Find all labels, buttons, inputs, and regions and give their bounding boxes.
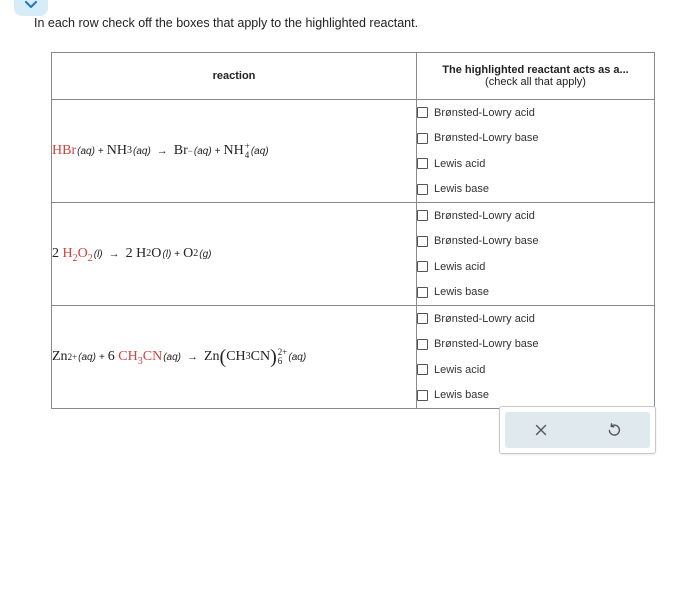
checkbox[interactable] [417, 339, 428, 350]
options-cell [417, 100, 655, 203]
reaction-cell [52, 203, 417, 306]
checkbox[interactable] [417, 236, 428, 247]
option-lewis-acid[interactable]: Lewis acid [417, 357, 654, 383]
option-lewis-base[interactable]: Lewis base [417, 383, 654, 409]
option-bronsted-base[interactable]: Brønsted-Lowry base [417, 126, 654, 152]
highlighted-reactant: $CH_3CN$ [118, 349, 163, 367]
reaction-arrow: → [156, 145, 168, 157]
checkbox[interactable] [417, 158, 428, 169]
reaction-cell [52, 306, 417, 409]
option-lewis-base[interactable]: Lewis base [417, 177, 654, 203]
table-row [52, 100, 655, 203]
checkbox[interactable] [417, 287, 428, 298]
table-header-row [52, 53, 655, 100]
collapse-button[interactable] [14, 0, 48, 16]
header-check [417, 53, 655, 100]
chevron-down-icon [24, 0, 38, 10]
reaction-equation-3: Zn 2+ (aq) + 6 $CH_3CN$ (aq) → Zn ( CH 3 CN ) 2+ 6 (aq) [52, 346, 307, 368]
reaction-arrow: → [108, 248, 120, 260]
header-check-subtitle: (check all that apply) [485, 76, 586, 88]
checkbox[interactable] [417, 184, 428, 195]
reaction-table [51, 52, 655, 409]
undo-button[interactable] [578, 412, 651, 448]
checkbox[interactable] [417, 261, 428, 272]
reaction-equation-2: 2 $H_2O_2$ (l) → 2 H 2 O (l) + O 2 (g) [52, 246, 212, 264]
option-lewis-acid[interactable]: Lewis acid [417, 151, 654, 177]
header-check-title: The highlighted reactant acts as a... [442, 64, 629, 76]
checkbox[interactable] [417, 390, 428, 401]
option-bronsted-acid[interactable]: Brønsted-Lowry acid [417, 100, 654, 126]
option-bronsted-base[interactable]: Brønsted-Lowry base [417, 229, 654, 255]
option-bronsted-acid[interactable]: Brønsted-Lowry acid [417, 306, 654, 332]
table-row [52, 306, 655, 409]
highlighted-reactant: $H_2O_2$ [62, 246, 93, 264]
highlighted-reactant: HBr [52, 143, 77, 158]
header-reaction: reaction [52, 53, 417, 100]
clear-button[interactable] [505, 412, 578, 448]
reaction-cell [52, 100, 417, 203]
reaction-arrow: → [186, 351, 198, 363]
reaction-equation-1: HBr (aq) + NH 3 (aq) → Br − (aq) + NH + 4 (aq) [52, 141, 269, 160]
option-bronsted-acid[interactable]: Brønsted-Lowry acid [417, 203, 654, 229]
instructions-text: In each row check off the boxes that apply to the highlighted reactant. [34, 16, 419, 30]
close-icon [535, 424, 547, 436]
checkbox[interactable] [417, 107, 428, 118]
checkbox[interactable] [417, 210, 428, 221]
checkbox[interactable] [417, 313, 428, 324]
action-panel [499, 406, 656, 454]
option-lewis-base[interactable]: Lewis base [417, 280, 654, 306]
table-row [52, 203, 655, 306]
options-cell [417, 306, 655, 409]
option-lewis-acid[interactable]: Lewis acid [417, 254, 654, 280]
action-bar [505, 412, 650, 448]
option-bronsted-base[interactable]: Brønsted-Lowry base [417, 332, 654, 358]
options-cell [417, 203, 655, 306]
checkbox[interactable] [417, 364, 428, 375]
checkbox[interactable] [417, 133, 428, 144]
undo-icon [607, 423, 621, 437]
